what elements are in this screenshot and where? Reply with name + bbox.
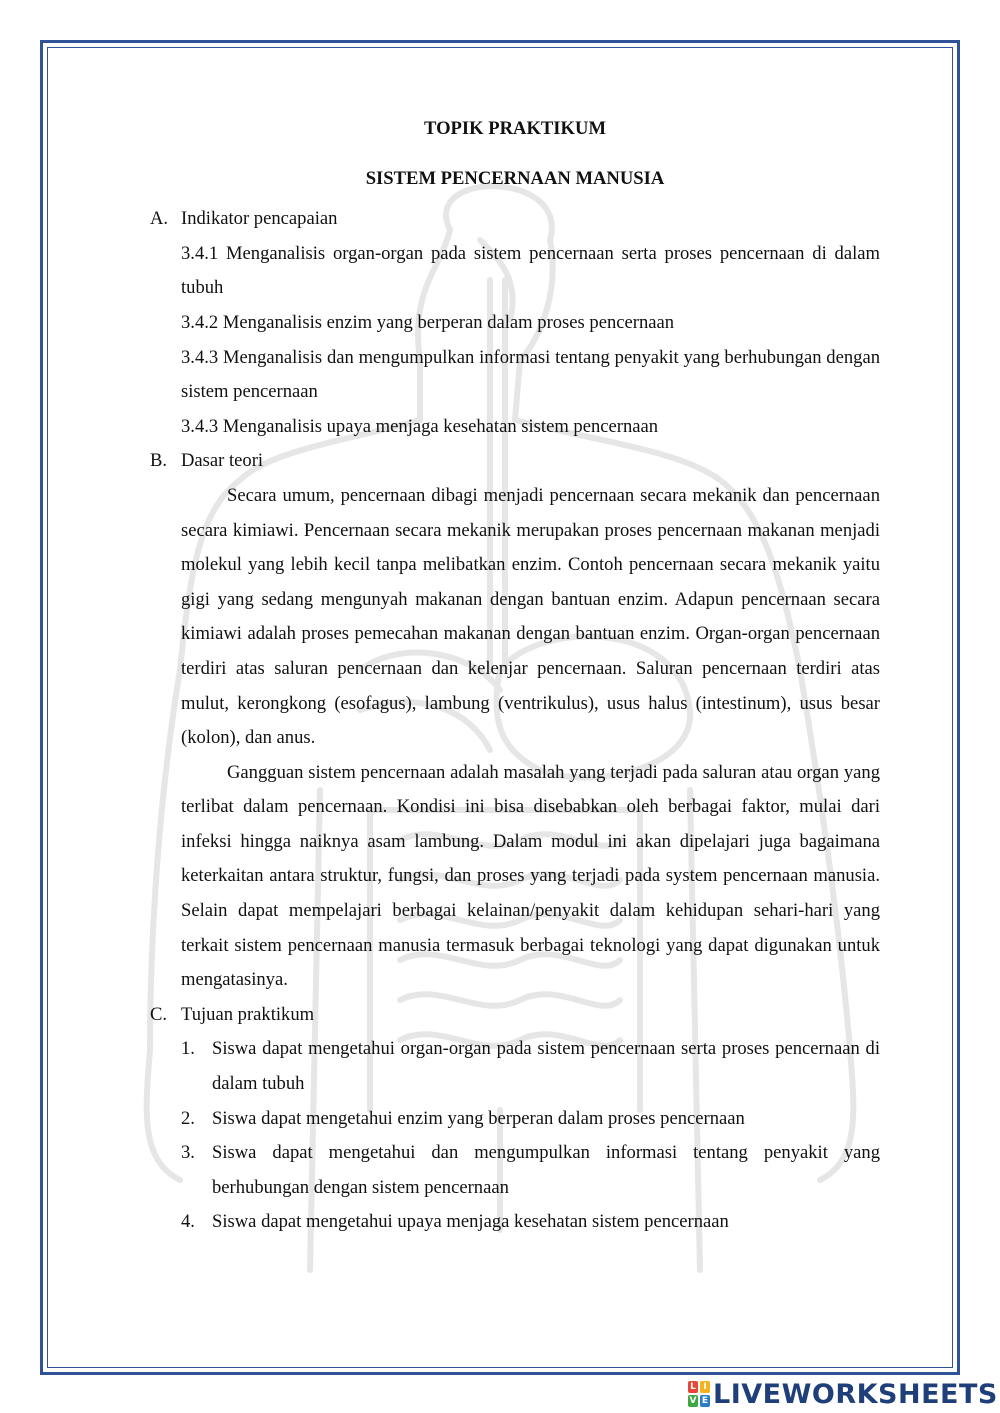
- section-title: Indikator pencapaian: [181, 208, 338, 230]
- objective-number: 1.: [181, 1038, 195, 1060]
- objective-number: 3.: [181, 1142, 195, 1164]
- indicator-item: 3.4.2 Menganalisis enzim yang berperan dalam proses pencernaan: [181, 311, 675, 333]
- theory-paragraphs: [150, 479, 880, 998]
- objective-text: Siswa dapat mengetahui dan mengumpulkan informasi tentang penyakit yang berhubungan dengan sistem pencernaan: [212, 1142, 880, 1198]
- objective-text: Siswa dapat mengetahui upaya menjaga kesehatan sistem pencernaan: [212, 1211, 729, 1233]
- section-title: Tujuan praktikum: [181, 1003, 315, 1025]
- objective-item: [181, 1205, 880, 1240]
- section-b-heading: [150, 444, 880, 479]
- objective-text: Siswa dapat mengetahui organ-organ pada sistem pencernaan serta proses pencernaan di dalam tubuh: [212, 1038, 880, 1095]
- theory-paragraph: Secara umum, pencernaan dibagi menjadi pencernaan secara mekanik dan pencernaan secara kimiawi. Pencernaan secara mekanik merupakan proses pencernaan makanan menjadi molekul yang lebih kecil tanpa melibatkan enzim. Contoh pencernaan secara mekanik yaitu gigi yang sedang mengunyah makanan dengan bantuan enzim. Adapun pencernaan secara kimiawi adalah proses pemecahan makanan dengan bantuan enzim. Organ-organ pencernaan terdiri atas saluran pencernaan dan kelenjar pencernaan. Saluran pencernaan terdiri atas mulut, kerongkong (esofagus), lambung (ventrikulus), usus halus (intestinum), usus besar (kolon), dan anus.: [181, 484, 880, 749]
- objective-list: [150, 1032, 880, 1240]
- objective-number: 2.: [181, 1107, 195, 1129]
- objective-item: [181, 1102, 880, 1137]
- theory-paragraph: Gangguan sistem pencernaan adalah masalah yang terjadi pada saluran atau organ yang terlibat dalam pencernaan. Kondisi ini bisa disebabkan oleh berbagai faktor, mulai dari infeksi hingga naiknya asam lambung. Dalam modul ini akan dipelajari juga bagaimana keterkaitan antara struktur, fungsi, dan proses yang terjadi pada system pencernaan manusia. Selain dapat mempelajari berbagai kelainan/penyakit dalam kehidupan sehari-hari yang terkait sistem pencernaan manusia termasuk berbagai teknologi yang dapat digunakan untuk mengatasinya.: [181, 761, 880, 991]
- section-letter: B.: [150, 450, 168, 472]
- indicator-item: 3.4.3 Menganalisis upaya menjaga kesehatan sistem pencernaan: [181, 415, 659, 437]
- objective-item: [181, 1032, 880, 1101]
- page-subtitle: SISTEM PENCERNAAN MANUSIA: [365, 167, 665, 189]
- indicator-item: 3.4.3 Menganalisis dan mengumpulkan informasi tentang penyakit yang berhubungan dengan sistem pencernaan: [181, 346, 880, 403]
- objective-number: 4.: [181, 1211, 195, 1233]
- document-body: [150, 112, 880, 1240]
- liveworksheets-icon: L I V E: [689, 1382, 709, 1406]
- logo-text: LIVEWORKSHEETS: [713, 1378, 998, 1410]
- page-title: TOPIK PRAKTIKUM: [424, 118, 606, 139]
- section-a-heading: [150, 202, 880, 237]
- liveworksheets-logo[interactable]: [688, 1378, 998, 1410]
- objective-text: Siswa dapat mengetahui enzim yang berperan dalam proses pencernaan: [212, 1107, 745, 1129]
- indicator-item: 3.4.1 Menganalisis organ-organ pada sistem pencernaan serta proses pencernaan di dalam tubuh: [181, 242, 880, 299]
- objective-item: [181, 1136, 880, 1205]
- section-letter: C.: [150, 1003, 168, 1025]
- section-letter: A.: [150, 208, 169, 230]
- section-title: Dasar teori: [181, 450, 264, 472]
- indicator-list: [150, 237, 880, 445]
- section-c-heading: [150, 998, 880, 1033]
